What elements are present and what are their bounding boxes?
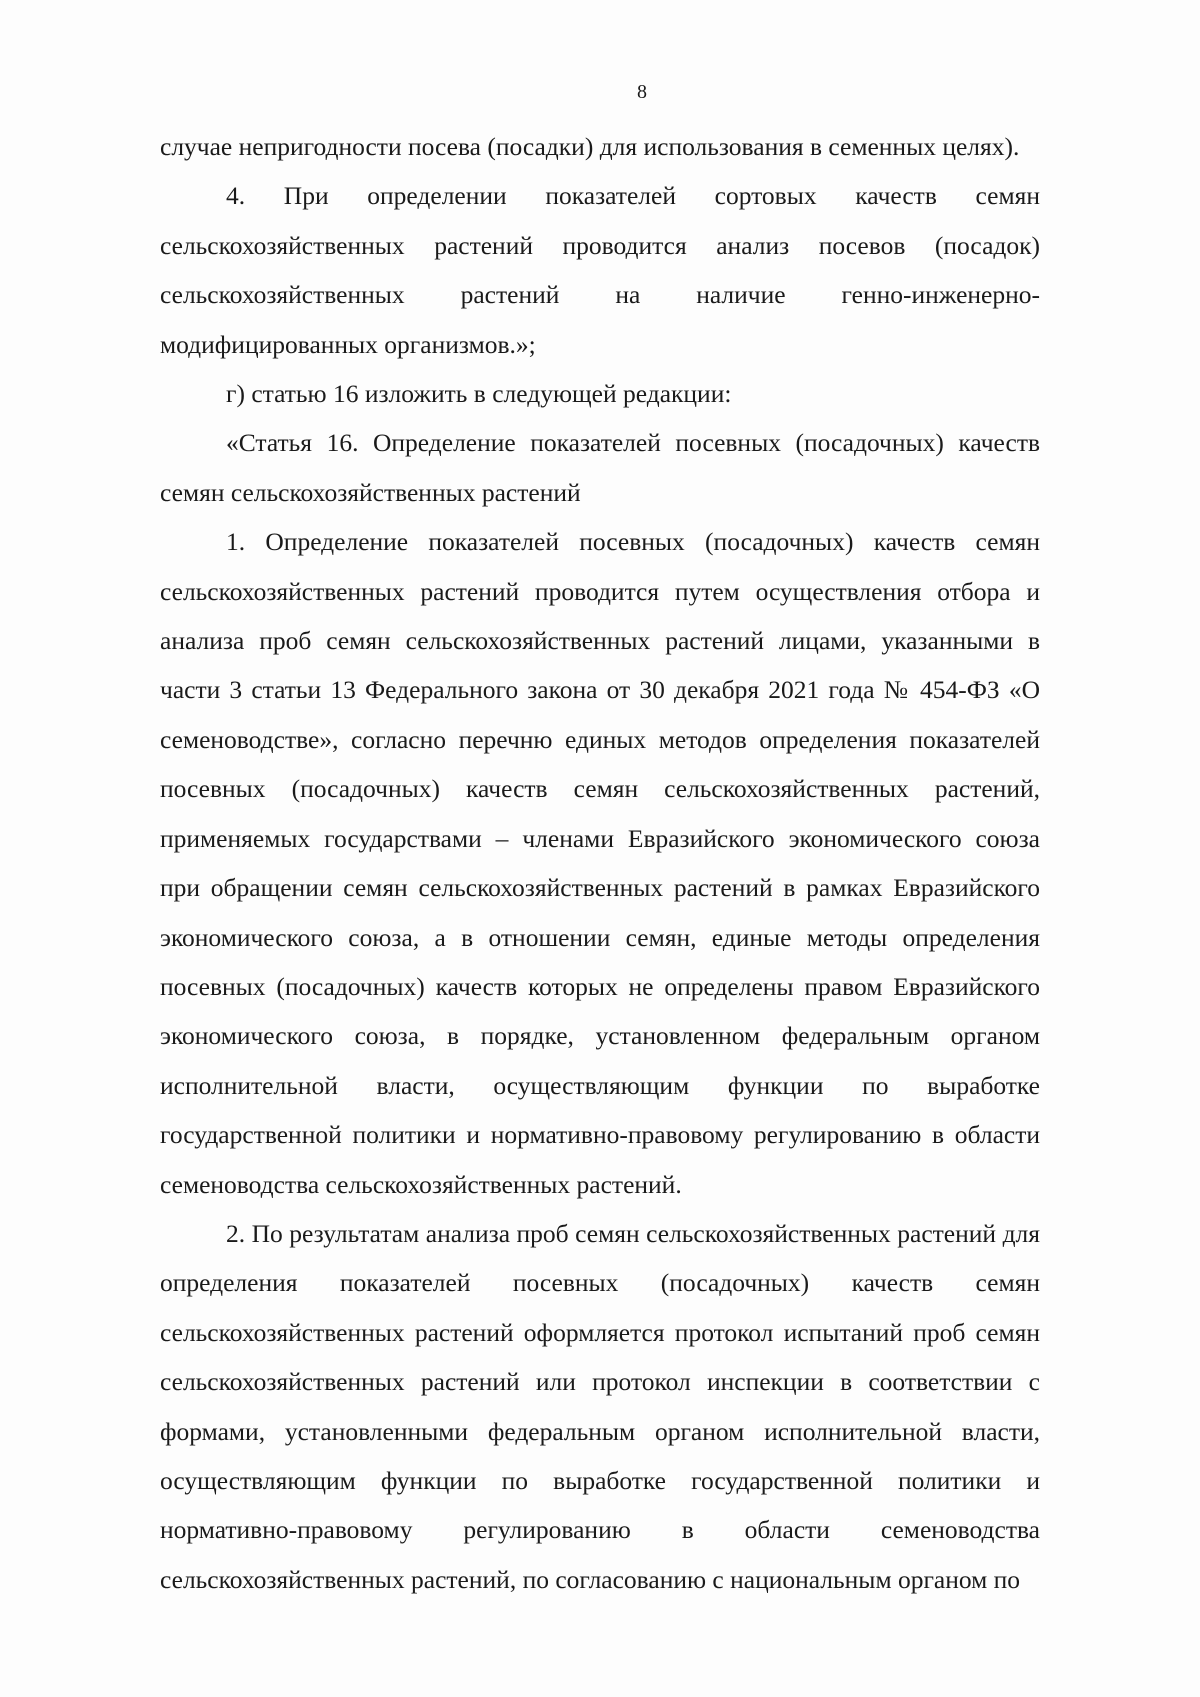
paragraph-article-16-part-2: 2. По результатам анализа проб семян сельскохозяйственных растений для определения показателей посевных (посадочных) качеств семян сельскохозяйственных растений оформляется протокол испытаний проб семян сельскохозяйственных растений или протокол инспекции в соответствии с формами, установленными федеральным органом исполнительной власти, осуществляющим функции по выработке государственной политики и нормативно-правовому регулированию в области семеноводства сельскохозяйственных растений, по согласованию с национальным органом по [160,1218,1040,1594]
paragraph-subitem-g: г) статью 16 изложить в следующей редакции: [226,379,732,409]
document-body [160,122,1040,1604]
paragraph-continuation: случае непригодности посева (посадки) для использования в семенных целях). [160,132,1020,161]
article-16-heading: «Статья 16. Определение показателей посевных (посадочных) качеств семян сельскохозяйственных растений [160,428,1040,507]
paragraph-article-16-part-1: 1. Определение показателей посевных (посадочных) качеств семян сельскохозяйственных растений проводится путем осуществления отбора и анализа проб семян сельскохозяйственных растений лицами, указанными в части 3 статьи 13 Федерального закона от 30 декабря 2021 года № 454-ФЗ «О семеноводстве», согласно перечню единых методов определения показателей посевных (посадочных) качеств семян сельскохозяйственных растений, применяемых государствами – членами Евразийского экономического союза при обращении семян сельскохозяйственных растений в рамках Евразийского экономического союза, а в отношении семян, единые методы определения посевных (посадочных) качеств которых не определены правом Евразийского экономического союза, в порядке, установленном федеральным органом исполнительной власти, осуществляющим функции по выработке государственной политики и нормативно-правовому регулированию в области семеноводства сельскохозяйственных растений. [160,527,1040,1199]
paragraph-item-4: 4. При определении показателей сортовых качеств семян сельскохозяйственных растений проводится анализ посевов (посадок) сельскохозяйственных растений на наличие генно-инженерно-модифицированных организмов.»; [160,181,1040,359]
page-number: 8 [637,81,647,103]
